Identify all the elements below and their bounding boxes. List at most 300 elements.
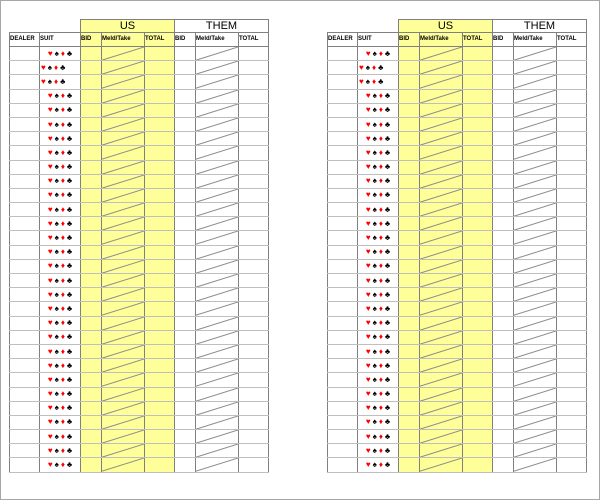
dealer-cell[interactable] xyxy=(10,330,40,344)
us-total-cell[interactable] xyxy=(145,174,175,188)
dealer-cell[interactable] xyxy=(328,174,358,188)
us-bid-cell[interactable] xyxy=(399,458,420,472)
them-bid-cell[interactable] xyxy=(175,359,196,373)
dealer-cell[interactable] xyxy=(10,160,40,174)
dealer-cell[interactable] xyxy=(328,359,358,373)
us-total-cell[interactable] xyxy=(463,217,493,231)
us-meld-take-cell[interactable] xyxy=(420,344,463,358)
them-total-cell[interactable] xyxy=(239,302,269,316)
them-meld-take-cell[interactable] xyxy=(196,274,239,288)
them-meld-take-cell[interactable] xyxy=(514,61,557,75)
us-meld-take-cell[interactable] xyxy=(420,245,463,259)
us-total-cell[interactable] xyxy=(463,415,493,429)
them-bid-cell[interactable] xyxy=(175,188,196,202)
us-bid-cell[interactable] xyxy=(399,47,420,61)
us-total-cell[interactable] xyxy=(463,330,493,344)
us-bid-cell[interactable] xyxy=(399,61,420,75)
us-total-cell[interactable] xyxy=(463,231,493,245)
us-meld-take-cell[interactable] xyxy=(102,259,145,273)
them-total-cell[interactable] xyxy=(239,288,269,302)
them-meld-take-cell[interactable] xyxy=(196,259,239,273)
them-bid-cell[interactable] xyxy=(493,188,514,202)
us-meld-take-cell[interactable] xyxy=(102,387,145,401)
them-bid-cell[interactable] xyxy=(175,89,196,103)
dealer-cell[interactable] xyxy=(328,132,358,146)
them-meld-take-cell[interactable] xyxy=(514,103,557,117)
them-bid-cell[interactable] xyxy=(493,330,514,344)
them-bid-cell[interactable] xyxy=(175,132,196,146)
them-meld-take-cell[interactable] xyxy=(514,359,557,373)
us-meld-take-cell[interactable] xyxy=(420,373,463,387)
us-bid-cell[interactable] xyxy=(399,373,420,387)
us-total-cell[interactable] xyxy=(463,274,493,288)
them-bid-cell[interactable] xyxy=(175,444,196,458)
us-total-cell[interactable] xyxy=(145,444,175,458)
dealer-cell[interactable] xyxy=(10,146,40,160)
dealer-cell[interactable] xyxy=(10,458,40,472)
them-meld-take-cell[interactable] xyxy=(196,344,239,358)
us-bid-cell[interactable] xyxy=(399,415,420,429)
them-total-cell[interactable] xyxy=(557,316,587,330)
them-meld-take-cell[interactable] xyxy=(196,415,239,429)
dealer-cell[interactable] xyxy=(328,373,358,387)
them-meld-take-cell[interactable] xyxy=(196,401,239,415)
them-total-cell[interactable] xyxy=(557,117,587,131)
us-total-cell[interactable] xyxy=(463,146,493,160)
us-bid-cell[interactable] xyxy=(81,61,102,75)
us-bid-cell[interactable] xyxy=(81,160,102,174)
dealer-cell[interactable] xyxy=(328,75,358,89)
us-bid-cell[interactable] xyxy=(81,174,102,188)
them-meld-take-cell[interactable] xyxy=(196,61,239,75)
them-total-cell[interactable] xyxy=(239,231,269,245)
us-meld-take-cell[interactable] xyxy=(102,302,145,316)
them-total-cell[interactable] xyxy=(557,188,587,202)
them-meld-take-cell[interactable] xyxy=(196,132,239,146)
them-bid-cell[interactable] xyxy=(175,146,196,160)
us-bid-cell[interactable] xyxy=(399,231,420,245)
them-bid-cell[interactable] xyxy=(175,430,196,444)
them-bid-cell[interactable] xyxy=(175,373,196,387)
dealer-cell[interactable] xyxy=(328,117,358,131)
us-meld-take-cell[interactable] xyxy=(420,89,463,103)
them-total-cell[interactable] xyxy=(557,430,587,444)
us-total-cell[interactable] xyxy=(463,174,493,188)
us-bid-cell[interactable] xyxy=(399,117,420,131)
us-meld-take-cell[interactable] xyxy=(102,344,145,358)
us-total-cell[interactable] xyxy=(145,430,175,444)
them-bid-cell[interactable] xyxy=(493,430,514,444)
us-meld-take-cell[interactable] xyxy=(420,274,463,288)
them-total-cell[interactable] xyxy=(239,245,269,259)
us-meld-take-cell[interactable] xyxy=(420,117,463,131)
us-meld-take-cell[interactable] xyxy=(420,359,463,373)
them-meld-take-cell[interactable] xyxy=(514,89,557,103)
them-bid-cell[interactable] xyxy=(175,103,196,117)
them-meld-take-cell[interactable] xyxy=(514,288,557,302)
us-total-cell[interactable] xyxy=(145,117,175,131)
them-total-cell[interactable] xyxy=(557,387,587,401)
them-meld-take-cell[interactable] xyxy=(514,174,557,188)
us-total-cell[interactable] xyxy=(463,203,493,217)
us-total-cell[interactable] xyxy=(463,75,493,89)
them-bid-cell[interactable] xyxy=(175,415,196,429)
us-bid-cell[interactable] xyxy=(399,330,420,344)
dealer-cell[interactable] xyxy=(328,444,358,458)
us-meld-take-cell[interactable] xyxy=(102,117,145,131)
them-meld-take-cell[interactable] xyxy=(514,132,557,146)
dealer-cell[interactable] xyxy=(10,288,40,302)
them-meld-take-cell[interactable] xyxy=(514,387,557,401)
dealer-cell[interactable] xyxy=(10,203,40,217)
us-bid-cell[interactable] xyxy=(81,444,102,458)
us-bid-cell[interactable] xyxy=(399,160,420,174)
us-meld-take-cell[interactable] xyxy=(102,373,145,387)
dealer-cell[interactable] xyxy=(10,316,40,330)
us-total-cell[interactable] xyxy=(145,231,175,245)
them-bid-cell[interactable] xyxy=(175,330,196,344)
dealer-cell[interactable] xyxy=(328,203,358,217)
them-bid-cell[interactable] xyxy=(493,132,514,146)
us-total-cell[interactable] xyxy=(145,61,175,75)
us-total-cell[interactable] xyxy=(463,387,493,401)
us-meld-take-cell[interactable] xyxy=(102,188,145,202)
them-total-cell[interactable] xyxy=(239,316,269,330)
us-meld-take-cell[interactable] xyxy=(102,231,145,245)
us-total-cell[interactable] xyxy=(145,302,175,316)
dealer-cell[interactable] xyxy=(328,160,358,174)
us-meld-take-cell[interactable] xyxy=(102,274,145,288)
dealer-cell[interactable] xyxy=(10,373,40,387)
dealer-cell[interactable] xyxy=(10,401,40,415)
them-total-cell[interactable] xyxy=(239,188,269,202)
them-meld-take-cell[interactable] xyxy=(196,146,239,160)
us-meld-take-cell[interactable] xyxy=(420,203,463,217)
us-bid-cell[interactable] xyxy=(81,330,102,344)
them-total-cell[interactable] xyxy=(239,458,269,472)
us-bid-cell[interactable] xyxy=(81,430,102,444)
them-total-cell[interactable] xyxy=(239,359,269,373)
them-bid-cell[interactable] xyxy=(175,316,196,330)
us-bid-cell[interactable] xyxy=(81,146,102,160)
them-bid-cell[interactable] xyxy=(493,47,514,61)
us-total-cell[interactable] xyxy=(145,288,175,302)
them-meld-take-cell[interactable] xyxy=(514,245,557,259)
us-meld-take-cell[interactable] xyxy=(102,415,145,429)
us-bid-cell[interactable] xyxy=(81,75,102,89)
dealer-cell[interactable] xyxy=(10,274,40,288)
them-total-cell[interactable] xyxy=(239,444,269,458)
us-total-cell[interactable] xyxy=(145,146,175,160)
us-meld-take-cell[interactable] xyxy=(102,359,145,373)
us-bid-cell[interactable] xyxy=(81,387,102,401)
dealer-cell[interactable] xyxy=(328,401,358,415)
them-total-cell[interactable] xyxy=(239,373,269,387)
dealer-cell[interactable] xyxy=(10,344,40,358)
us-total-cell[interactable] xyxy=(145,373,175,387)
us-bid-cell[interactable] xyxy=(399,387,420,401)
them-total-cell[interactable] xyxy=(239,146,269,160)
them-meld-take-cell[interactable] xyxy=(514,75,557,89)
them-total-cell[interactable] xyxy=(239,401,269,415)
them-total-cell[interactable] xyxy=(239,344,269,358)
them-meld-take-cell[interactable] xyxy=(196,160,239,174)
us-bid-cell[interactable] xyxy=(81,259,102,273)
us-total-cell[interactable] xyxy=(145,259,175,273)
us-total-cell[interactable] xyxy=(145,330,175,344)
us-total-cell[interactable] xyxy=(463,316,493,330)
us-total-cell[interactable] xyxy=(463,89,493,103)
them-total-cell[interactable] xyxy=(557,132,587,146)
us-meld-take-cell[interactable] xyxy=(420,231,463,245)
them-bid-cell[interactable] xyxy=(493,89,514,103)
us-bid-cell[interactable] xyxy=(81,89,102,103)
us-bid-cell[interactable] xyxy=(81,415,102,429)
dealer-cell[interactable] xyxy=(10,430,40,444)
us-total-cell[interactable] xyxy=(145,415,175,429)
us-total-cell[interactable] xyxy=(463,160,493,174)
us-bid-cell[interactable] xyxy=(81,401,102,415)
us-total-cell[interactable] xyxy=(463,444,493,458)
us-bid-cell[interactable] xyxy=(399,401,420,415)
us-total-cell[interactable] xyxy=(463,61,493,75)
them-bid-cell[interactable] xyxy=(493,387,514,401)
us-bid-cell[interactable] xyxy=(81,117,102,131)
them-bid-cell[interactable] xyxy=(175,302,196,316)
them-meld-take-cell[interactable] xyxy=(196,188,239,202)
dealer-cell[interactable] xyxy=(328,344,358,358)
them-bid-cell[interactable] xyxy=(493,174,514,188)
us-bid-cell[interactable] xyxy=(399,75,420,89)
us-total-cell[interactable] xyxy=(145,89,175,103)
them-meld-take-cell[interactable] xyxy=(196,373,239,387)
them-total-cell[interactable] xyxy=(239,75,269,89)
us-bid-cell[interactable] xyxy=(399,316,420,330)
us-meld-take-cell[interactable] xyxy=(102,217,145,231)
dealer-cell[interactable] xyxy=(10,231,40,245)
dealer-cell[interactable] xyxy=(328,288,358,302)
them-bid-cell[interactable] xyxy=(493,245,514,259)
them-total-cell[interactable] xyxy=(557,330,587,344)
them-bid-cell[interactable] xyxy=(175,217,196,231)
us-bid-cell[interactable] xyxy=(399,203,420,217)
us-bid-cell[interactable] xyxy=(399,103,420,117)
dealer-cell[interactable] xyxy=(10,89,40,103)
them-total-cell[interactable] xyxy=(557,217,587,231)
them-total-cell[interactable] xyxy=(239,47,269,61)
them-meld-take-cell[interactable] xyxy=(196,458,239,472)
them-total-cell[interactable] xyxy=(557,75,587,89)
them-total-cell[interactable] xyxy=(557,89,587,103)
them-bid-cell[interactable] xyxy=(175,160,196,174)
us-meld-take-cell[interactable] xyxy=(420,103,463,117)
them-bid-cell[interactable] xyxy=(493,203,514,217)
dealer-cell[interactable] xyxy=(10,132,40,146)
dealer-cell[interactable] xyxy=(328,274,358,288)
us-meld-take-cell[interactable] xyxy=(102,160,145,174)
them-total-cell[interactable] xyxy=(557,146,587,160)
them-meld-take-cell[interactable] xyxy=(196,245,239,259)
us-total-cell[interactable] xyxy=(145,47,175,61)
them-bid-cell[interactable] xyxy=(493,316,514,330)
us-meld-take-cell[interactable] xyxy=(102,47,145,61)
us-bid-cell[interactable] xyxy=(81,316,102,330)
dealer-cell[interactable] xyxy=(328,146,358,160)
dealer-cell[interactable] xyxy=(328,430,358,444)
dealer-cell[interactable] xyxy=(328,47,358,61)
them-bid-cell[interactable] xyxy=(175,75,196,89)
dealer-cell[interactable] xyxy=(328,188,358,202)
us-meld-take-cell[interactable] xyxy=(102,146,145,160)
dealer-cell[interactable] xyxy=(10,259,40,273)
us-bid-cell[interactable] xyxy=(81,245,102,259)
them-meld-take-cell[interactable] xyxy=(514,160,557,174)
us-bid-cell[interactable] xyxy=(81,274,102,288)
them-meld-take-cell[interactable] xyxy=(514,316,557,330)
us-bid-cell[interactable] xyxy=(81,458,102,472)
them-bid-cell[interactable] xyxy=(493,274,514,288)
them-meld-take-cell[interactable] xyxy=(196,231,239,245)
them-total-cell[interactable] xyxy=(239,203,269,217)
us-total-cell[interactable] xyxy=(145,103,175,117)
dealer-cell[interactable] xyxy=(328,415,358,429)
them-meld-take-cell[interactable] xyxy=(514,415,557,429)
them-bid-cell[interactable] xyxy=(175,458,196,472)
us-meld-take-cell[interactable] xyxy=(420,160,463,174)
them-meld-take-cell[interactable] xyxy=(196,316,239,330)
us-bid-cell[interactable] xyxy=(81,103,102,117)
dealer-cell[interactable] xyxy=(10,61,40,75)
us-meld-take-cell[interactable] xyxy=(420,401,463,415)
us-total-cell[interactable] xyxy=(145,75,175,89)
dealer-cell[interactable] xyxy=(328,217,358,231)
us-total-cell[interactable] xyxy=(145,160,175,174)
them-bid-cell[interactable] xyxy=(493,415,514,429)
us-bid-cell[interactable] xyxy=(399,259,420,273)
dealer-cell[interactable] xyxy=(10,188,40,202)
them-bid-cell[interactable] xyxy=(175,203,196,217)
us-total-cell[interactable] xyxy=(145,274,175,288)
them-meld-take-cell[interactable] xyxy=(196,359,239,373)
us-total-cell[interactable] xyxy=(463,288,493,302)
us-bid-cell[interactable] xyxy=(81,188,102,202)
them-bid-cell[interactable] xyxy=(175,401,196,415)
us-meld-take-cell[interactable] xyxy=(102,103,145,117)
dealer-cell[interactable] xyxy=(328,387,358,401)
dealer-cell[interactable] xyxy=(328,330,358,344)
us-meld-take-cell[interactable] xyxy=(420,259,463,273)
us-meld-take-cell[interactable] xyxy=(102,316,145,330)
them-bid-cell[interactable] xyxy=(493,344,514,358)
dealer-cell[interactable] xyxy=(10,444,40,458)
us-meld-take-cell[interactable] xyxy=(102,444,145,458)
dealer-cell[interactable] xyxy=(328,245,358,259)
us-bid-cell[interactable] xyxy=(399,344,420,358)
us-total-cell[interactable] xyxy=(463,430,493,444)
us-total-cell[interactable] xyxy=(463,458,493,472)
them-total-cell[interactable] xyxy=(557,373,587,387)
them-total-cell[interactable] xyxy=(557,274,587,288)
them-total-cell[interactable] xyxy=(239,330,269,344)
them-bid-cell[interactable] xyxy=(175,274,196,288)
us-meld-take-cell[interactable] xyxy=(420,430,463,444)
them-meld-take-cell[interactable] xyxy=(514,188,557,202)
us-meld-take-cell[interactable] xyxy=(102,132,145,146)
them-meld-take-cell[interactable] xyxy=(514,217,557,231)
them-bid-cell[interactable] xyxy=(493,61,514,75)
them-bid-cell[interactable] xyxy=(175,259,196,273)
them-meld-take-cell[interactable] xyxy=(196,387,239,401)
them-bid-cell[interactable] xyxy=(175,47,196,61)
them-meld-take-cell[interactable] xyxy=(196,89,239,103)
us-total-cell[interactable] xyxy=(145,344,175,358)
them-total-cell[interactable] xyxy=(557,359,587,373)
us-bid-cell[interactable] xyxy=(399,274,420,288)
us-total-cell[interactable] xyxy=(145,245,175,259)
us-meld-take-cell[interactable] xyxy=(102,174,145,188)
them-total-cell[interactable] xyxy=(557,47,587,61)
them-bid-cell[interactable] xyxy=(493,259,514,273)
us-bid-cell[interactable] xyxy=(399,288,420,302)
us-bid-cell[interactable] xyxy=(81,344,102,358)
them-bid-cell[interactable] xyxy=(493,231,514,245)
dealer-cell[interactable] xyxy=(10,75,40,89)
dealer-cell[interactable] xyxy=(328,302,358,316)
us-meld-take-cell[interactable] xyxy=(102,75,145,89)
us-total-cell[interactable] xyxy=(145,217,175,231)
them-meld-take-cell[interactable] xyxy=(514,274,557,288)
them-bid-cell[interactable] xyxy=(175,174,196,188)
us-total-cell[interactable] xyxy=(145,203,175,217)
us-bid-cell[interactable] xyxy=(399,146,420,160)
them-meld-take-cell[interactable] xyxy=(514,401,557,415)
us-meld-take-cell[interactable] xyxy=(420,174,463,188)
us-meld-take-cell[interactable] xyxy=(420,132,463,146)
us-total-cell[interactable] xyxy=(463,302,493,316)
them-bid-cell[interactable] xyxy=(493,217,514,231)
them-meld-take-cell[interactable] xyxy=(196,117,239,131)
them-meld-take-cell[interactable] xyxy=(196,174,239,188)
them-total-cell[interactable] xyxy=(557,259,587,273)
us-total-cell[interactable] xyxy=(463,401,493,415)
us-meld-take-cell[interactable] xyxy=(420,330,463,344)
dealer-cell[interactable] xyxy=(10,103,40,117)
us-bid-cell[interactable] xyxy=(81,203,102,217)
them-total-cell[interactable] xyxy=(239,132,269,146)
us-bid-cell[interactable] xyxy=(81,217,102,231)
dealer-cell[interactable] xyxy=(10,302,40,316)
us-bid-cell[interactable] xyxy=(399,174,420,188)
them-total-cell[interactable] xyxy=(557,61,587,75)
them-total-cell[interactable] xyxy=(557,160,587,174)
us-bid-cell[interactable] xyxy=(81,302,102,316)
them-total-cell[interactable] xyxy=(557,288,587,302)
dealer-cell[interactable] xyxy=(10,245,40,259)
them-total-cell[interactable] xyxy=(239,259,269,273)
us-meld-take-cell[interactable] xyxy=(420,75,463,89)
them-bid-cell[interactable] xyxy=(493,359,514,373)
us-total-cell[interactable] xyxy=(463,117,493,131)
us-total-cell[interactable] xyxy=(145,458,175,472)
dealer-cell[interactable] xyxy=(10,217,40,231)
dealer-cell[interactable] xyxy=(328,259,358,273)
us-total-cell[interactable] xyxy=(463,47,493,61)
dealer-cell[interactable] xyxy=(328,316,358,330)
them-bid-cell[interactable] xyxy=(175,288,196,302)
us-total-cell[interactable] xyxy=(463,373,493,387)
them-bid-cell[interactable] xyxy=(493,373,514,387)
us-meld-take-cell[interactable] xyxy=(420,217,463,231)
